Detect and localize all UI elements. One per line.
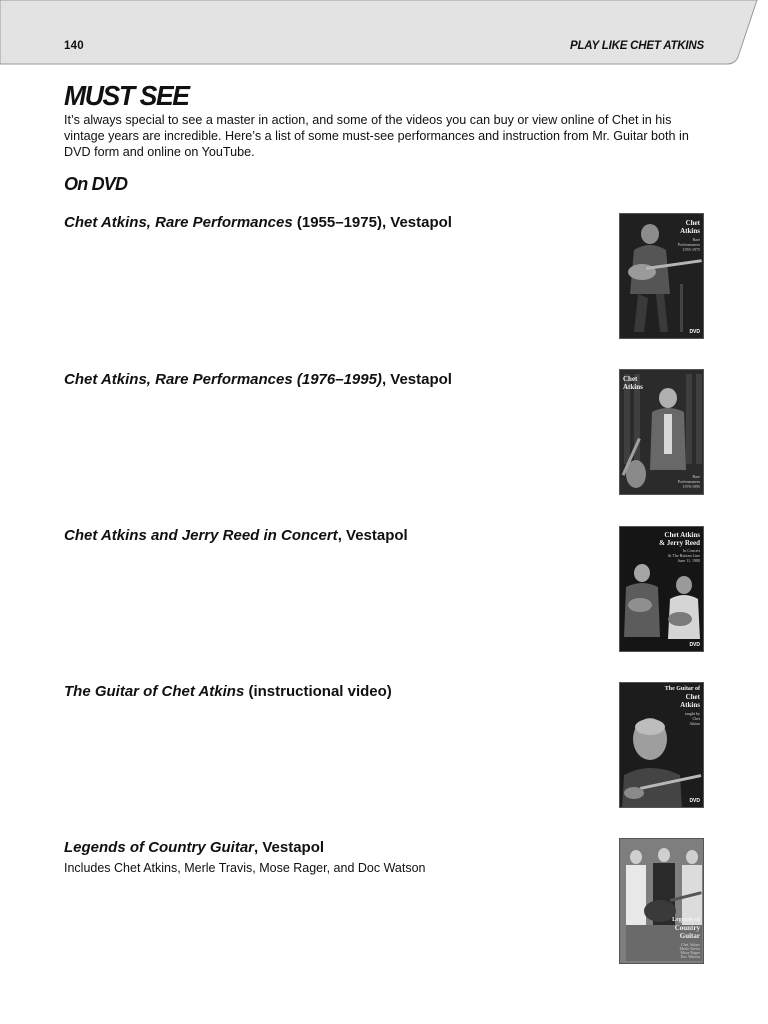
header-background — [0, 0, 768, 66]
cover-sub-2: Merle Travis — [679, 946, 700, 951]
cover-sub-3: Atkins — [689, 721, 700, 726]
dvd-entry — [64, 214, 584, 232]
dvd-cover-image — [619, 213, 704, 339]
entry-title-rest: , Vestapol — [254, 839, 325, 856]
cover-title-line-1: The Guitar of — [664, 686, 700, 692]
cover-title-line-3: Atkins — [680, 701, 700, 709]
cover-title-line-1: Chet — [685, 219, 700, 227]
cover-title-line-2: Atkins — [680, 227, 700, 235]
intro-paragraph: It’s always special to see a master in action, and some of the videos you can buy or view online of Chet in his vintage years are incredible. Here’s a list of some must-see performances and instruction from Mr. Guitar both in DVD form and online on YouTube. — [64, 113, 689, 159]
entry-title-italic: Chet Atkins, Rare Performances (1976–1995) — [64, 371, 382, 388]
dvd-cover-image — [619, 369, 704, 495]
entry-title — [64, 839, 584, 857]
dvd-entry — [64, 527, 584, 545]
cover-sub-4: Doc Watson — [680, 954, 700, 959]
entry-title — [64, 527, 584, 545]
dvd-entry — [64, 839, 584, 876]
entry-title-rest: (1955–1975), Vestapol — [292, 214, 452, 231]
cover-sub-1: Chet Atkins — [680, 942, 700, 947]
running-head: PLAY LIKE CHET ATKINS — [569, 40, 704, 52]
entry-title — [64, 683, 584, 701]
cover-sub-3: 1955-1975 — [682, 247, 700, 252]
dvd-entry — [64, 683, 584, 701]
dvd-cover-image — [619, 526, 704, 652]
subheading-on-dvd: On DVD — [64, 174, 128, 194]
section-title: MUST SEE — [64, 80, 189, 111]
cover-title-line-1: Chet — [623, 375, 638, 383]
entry-note: Includes Chet Atkins, Merle Travis, Mose Rager, and Doc Watson — [64, 861, 426, 875]
cover-sub-2: Chet — [692, 716, 700, 721]
entry-title-italic: Chet Atkins, Rare Performances — [64, 214, 293, 231]
cover-title-line-2: Country — [674, 924, 700, 932]
cover-title-line-3: Guitar — [679, 932, 700, 940]
cover-sub-1: Rare — [692, 474, 700, 479]
cover-sub-2: Performances — [678, 242, 700, 247]
dvd-logo: DVD — [689, 642, 700, 648]
entry-title-rest: , Vestapol — [337, 527, 408, 544]
cover-title-line-1: Legends of — [672, 917, 700, 923]
entry-title-italic: Legends of Country Guitar — [64, 839, 255, 856]
cover-title-line-2: Chet — [685, 693, 700, 701]
cover-title-line-1: Chet Atkins — [664, 531, 700, 539]
entry-title-rest: (instructional video) — [244, 683, 392, 700]
entry-title — [64, 214, 584, 232]
cover-sub-1: Rare — [692, 237, 700, 242]
cover-sub-3: 1976-1995 — [682, 484, 700, 489]
dvd-entry — [64, 371, 584, 389]
cover-title-line-2: Atkins — [623, 383, 643, 391]
cover-sub-2: At The Bottom Line — [667, 553, 700, 558]
dvd-cover-image — [619, 682, 704, 808]
entry-title-italic: The Guitar of Chet Atkins — [64, 683, 245, 700]
entry-title-rest: , Vestapol — [381, 371, 452, 388]
cover-sub-2: Performances — [678, 479, 700, 484]
entry-title-italic: Chet Atkins and Jerry Reed in Concert — [64, 527, 338, 544]
dvd-cover-image — [619, 838, 704, 964]
page-header — [0, 0, 768, 66]
cover-sub-3: June 11, 1980 — [677, 558, 700, 563]
cover-title-line-2: & Jerry Reed — [659, 539, 700, 547]
dvd-logo: DVD — [689, 329, 700, 335]
cover-sub-1: In Concert — [683, 548, 700, 553]
cover-sub-3: Mose Rager — [680, 950, 700, 955]
page-number: 140 — [64, 40, 84, 52]
dvd-logo: DVD — [689, 798, 700, 804]
cover-sub-1: taught by — [685, 711, 700, 716]
entry-title — [64, 371, 584, 389]
